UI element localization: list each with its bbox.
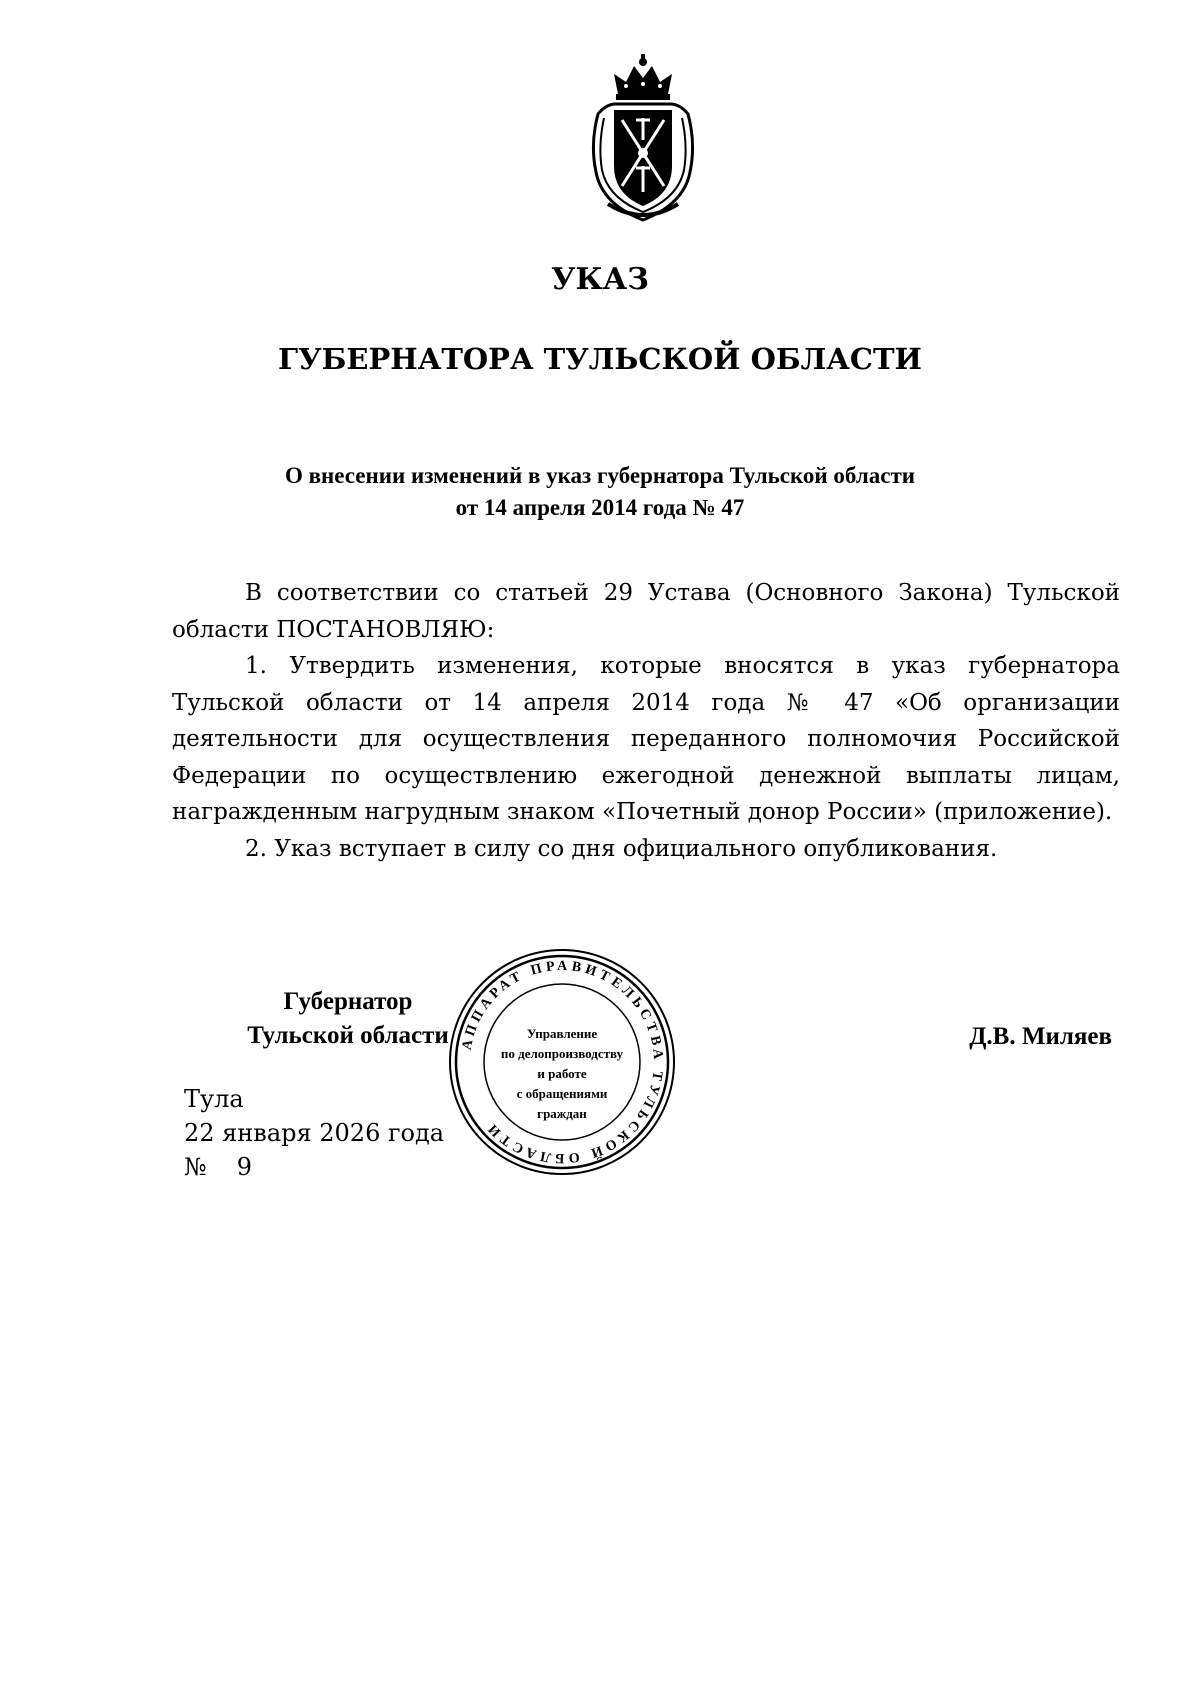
stamp-line: граждан xyxy=(537,1106,587,1121)
stamp-line: и работе xyxy=(537,1066,587,1081)
stamp-line: с обращениями xyxy=(516,1086,608,1101)
city: Тула xyxy=(184,1085,244,1113)
position-line: Губернатор xyxy=(283,988,413,1015)
document-type-title: УКАЗ xyxy=(551,262,649,297)
number-sign: № xyxy=(184,1153,207,1181)
decree-date: 22 января 2026 года xyxy=(184,1119,445,1147)
number-value: 9 xyxy=(236,1153,252,1181)
stamp-center-text xyxy=(486,1024,638,1124)
stamp-line: Управление xyxy=(526,1026,598,1041)
decree-body xyxy=(172,575,1120,867)
issuer-title: ГУБЕРНАТОРА ТУЛЬСКОЙ ОБЛАСТИ xyxy=(278,342,922,376)
decree-number xyxy=(184,1150,444,1184)
position-line: Тульской области xyxy=(247,1022,449,1049)
stamp-ring-text: АППАРАТ ПРАВИТЕЛЬСТВА ТУЛЬСКОЙ ОБЛАСТИ xyxy=(459,958,666,1166)
item-2-paragraph: 2. Указ вступает в силу со дня официального опубликования. xyxy=(245,835,998,862)
decree-subject xyxy=(0,460,1200,524)
subject-line: О внесении изменений в указ губернатора Тульской области xyxy=(284,463,916,488)
coat-of-arms-icon xyxy=(584,54,702,222)
item-1-paragraph: 1. Утвердить изменения, которые вносятся в указ губернатора Тульской области от 14 апреля 2014 года № 47 «Об организации деятельности для осуществления переданного полномочия Российской Федерации по осуществлению ежегодной денежной выплаты лицам, награжденным нагрудным знаком «Почетный донор России» (приложение). xyxy=(172,653,1120,825)
signatory-name: Д.В. Миляев xyxy=(969,1023,1112,1050)
stamp-line: по делопроизводству xyxy=(500,1046,624,1061)
place-and-date xyxy=(184,1082,444,1184)
signatory-position xyxy=(228,985,468,1053)
subject-line: от 14 апреля 2014 года № 47 xyxy=(455,495,745,520)
preamble-paragraph: В соответствии со статьей 29 Устава (Основного Закона) Тульской области ПОСТАНОВЛЯЮ: xyxy=(172,580,1120,643)
